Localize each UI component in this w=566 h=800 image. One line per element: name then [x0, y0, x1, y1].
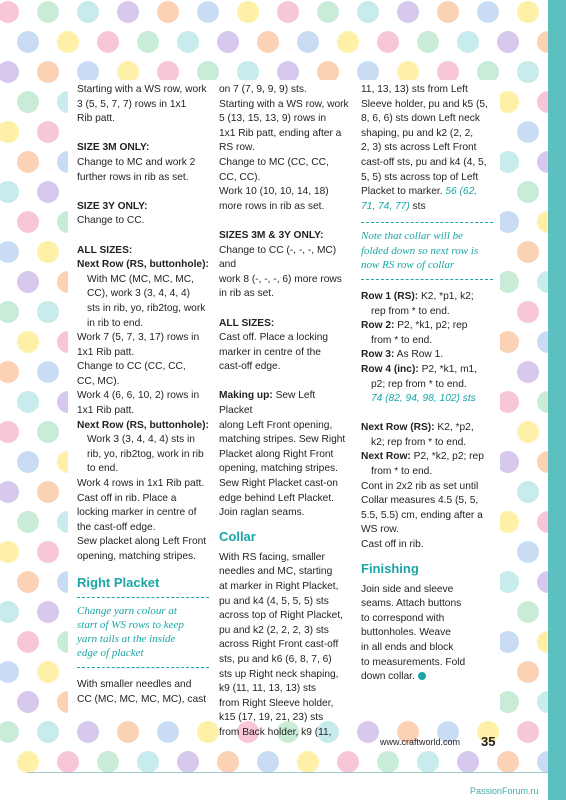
column-2 [219, 83, 351, 741]
polka-dot [97, 751, 119, 773]
inline-text: Placket to marker. [361, 186, 446, 198]
polka-dot [197, 721, 219, 743]
text-line: 2, 3) sts across Left Front [361, 142, 477, 154]
footer-website: www.craftworld.com [380, 737, 461, 747]
note-box [77, 597, 209, 669]
polka-dot [497, 751, 519, 773]
polka-dot [497, 31, 519, 53]
polka-dot [517, 241, 539, 263]
section-heading-collar: Collar [219, 528, 256, 544]
text-line: rep from * to end. [371, 305, 450, 317]
polka-dot [17, 211, 39, 233]
polka-dot [177, 31, 199, 53]
polka-dot [37, 661, 59, 683]
polka-dot [497, 631, 519, 653]
inline-text: down collar. [361, 671, 415, 683]
section-heading-finishing: Finishing [361, 560, 419, 576]
text-line: matching stripes. Sew Right [219, 434, 346, 446]
text-line: Change to MC and work 2 [77, 156, 196, 168]
polka-dot [17, 31, 39, 53]
text-line: CC, MC). [77, 375, 120, 387]
text-line: sts in rib, yo, rib2tog, work [87, 302, 206, 314]
text-line: from Right Sleeve holder, [219, 697, 334, 709]
inline-heading: Row 2: [361, 320, 395, 332]
polka-dot [297, 31, 319, 53]
polka-dot [497, 271, 519, 293]
text-line: With MC (MC, MC, MC, [87, 273, 194, 285]
polka-dot [0, 361, 19, 383]
polka-dot [37, 121, 59, 143]
polka-dot [0, 181, 19, 203]
text-line: marker in centre of the [219, 346, 321, 358]
polka-dot [217, 31, 239, 53]
polka-dot [497, 511, 519, 533]
text-line: k2; rep from * to end. [371, 436, 467, 448]
text-line [361, 290, 493, 305]
polka-dot [517, 721, 539, 743]
polka-dot [277, 1, 299, 23]
polka-dot [177, 751, 199, 773]
polka-dot [517, 661, 539, 683]
inline-text: sts [409, 200, 426, 212]
polka-dot [0, 721, 19, 743]
text-line: buttonholes. Weave [361, 627, 451, 639]
text-line: Change to CC. [77, 215, 145, 227]
text-line: With smaller needles and [77, 679, 192, 691]
polka-dot [37, 301, 59, 323]
text-line: Cast off in rib. [361, 539, 424, 551]
polka-dot [17, 451, 39, 473]
polka-dot [517, 601, 539, 623]
polka-dot [497, 451, 519, 473]
polka-dot [517, 61, 539, 83]
text-line: across Right Front cast-off [219, 639, 339, 651]
text-line: to correspond with [361, 612, 445, 624]
text-line: Work 7 (5, 7, 3, 17) rows in [77, 332, 200, 344]
polka-dot [0, 121, 19, 143]
polka-dot [57, 751, 79, 773]
polka-dot [57, 31, 79, 53]
polka-dot [337, 751, 359, 773]
subheading: ALL SIZES: [219, 317, 275, 329]
polka-dot [497, 571, 519, 593]
text-line [219, 389, 351, 418]
text-line: CC, CC). [219, 171, 261, 183]
text-line: 5.5, 5.5) cm, ending after a [361, 509, 483, 521]
inline-text: P2, *k1, m1, [418, 363, 478, 375]
text-line: 5, 5) sts across top of Left [361, 171, 479, 183]
polka-dot [0, 541, 19, 563]
text-line: in rib as set. [219, 288, 274, 300]
text-line: 8, 6, 6) sts down Left neck [361, 113, 480, 125]
inline-text: K2, *p2, [434, 422, 474, 434]
polka-dot [37, 721, 59, 743]
text-line: along Left Front opening, [219, 419, 333, 431]
text-line: rib, yo, rib2tog, work in rib [87, 448, 204, 460]
column-3 [361, 83, 493, 685]
text-line: CC), work 3 (3, 4, 4, 4) [87, 288, 191, 300]
polka-dot [317, 1, 339, 23]
polka-dot [377, 751, 399, 773]
inline-heading: Row 4 (inc): [361, 363, 419, 375]
polka-dot [0, 1, 19, 23]
polka-dot [197, 1, 219, 23]
note-line: Note that collar will be [361, 230, 464, 243]
polka-dot [37, 361, 59, 383]
text-line: Sew Right Placket cast-on [219, 478, 338, 490]
polka-dot [17, 271, 39, 293]
polka-dot [517, 481, 539, 503]
text-line: from Back holder, k9 (11, [219, 726, 332, 738]
text-line: CC (MC, MC, MC, MC), cast [77, 694, 207, 705]
text-line: cast-off edge. [219, 361, 281, 373]
polka-dot [37, 541, 59, 563]
polka-dot [157, 1, 179, 23]
polka-dot [497, 391, 519, 413]
polka-dot [0, 661, 19, 683]
text-line [361, 363, 493, 378]
text-line: 5 (13, 15, 13, 9) rows in [219, 113, 327, 125]
text-line: more rows in rib as set. [219, 200, 325, 212]
polka-dot [497, 151, 519, 173]
text-line: k15 (17, 19, 21, 23) sts [219, 712, 324, 724]
inline-heading: Next Row (RS): [361, 422, 435, 434]
text-line: Change to CC (CC, CC, [77, 361, 186, 373]
text-line: pu and k4 (4, 5, 5, 5) sts [219, 595, 329, 607]
inline-text: P2, *k1, p2; rep [394, 320, 468, 332]
text-line: Cast off. Place a locking [219, 332, 329, 344]
text-line: locking marker in centre of [77, 507, 197, 519]
polka-dot [417, 31, 439, 53]
text-line [361, 670, 493, 685]
note-line: folded down so next row is [361, 244, 479, 257]
text-line: Work 3 (3, 4, 4, 4) sts in [87, 434, 195, 446]
polka-dot [0, 481, 19, 503]
text-line: sts, pu and k6 (6, 8, 7, 6) [219, 653, 332, 665]
text-line [361, 200, 493, 215]
text-line: Join raglan seams. [219, 507, 305, 519]
text-line [361, 421, 493, 436]
polka-dot [517, 361, 539, 383]
polka-dot [0, 301, 19, 323]
polka-dot [37, 1, 59, 23]
note-line: yarn tails at the inside [77, 633, 176, 645]
right-edge-bar [548, 0, 566, 800]
text-line [361, 319, 493, 334]
polka-dot [37, 601, 59, 623]
polka-dot [77, 721, 99, 743]
polka-dot [17, 391, 39, 413]
text-line: work 8 (-, -, -, 6) more rows [219, 273, 342, 285]
stitch-count: 56 (62, [445, 186, 478, 198]
polka-dot [17, 571, 39, 593]
text-line: to measurements. Fold [361, 656, 466, 668]
text-line: opening, matching stripes. [219, 463, 338, 475]
polka-dot [37, 181, 59, 203]
polka-dot [37, 241, 59, 263]
polka-dot [0, 601, 19, 623]
text-line: Collar measures 4.5 (5, 5, [361, 495, 479, 507]
polka-dot [17, 331, 39, 353]
polka-dot [497, 331, 519, 353]
text-line: k9 (11, 11, 13, 13) sts [219, 683, 317, 695]
polka-dot [17, 91, 39, 113]
text-line: Sew placket along Left Front [77, 536, 207, 548]
subheading: SIZE 3M ONLY: [77, 142, 150, 154]
column-1 [77, 83, 209, 708]
text-line: Change to MC (CC, CC, [219, 156, 329, 168]
text-line: 1x1 Rib patt. [77, 346, 135, 358]
polka-dot [517, 301, 539, 323]
inline-text: As Row 1. [394, 349, 444, 361]
text-line: cast-off sts, pu and k4 (4, 5, [361, 156, 487, 168]
note-line: start of WS rows to keep [77, 618, 184, 631]
polka-dot [257, 31, 279, 53]
text-line: WS row. [361, 524, 399, 536]
subheading: SIZE 3Y ONLY: [77, 200, 148, 212]
polka-dot [217, 751, 239, 773]
polka-dot [97, 31, 119, 53]
text-line: Cast off in rib. Place a [77, 492, 177, 504]
polka-dot [37, 481, 59, 503]
page-number: 35 [481, 734, 496, 749]
polka-dot [17, 631, 39, 653]
note-line: now RS row of collar [361, 258, 455, 271]
text-line: Work 4 rows in 1x1 Rib patt. [77, 478, 205, 490]
text-line: from * to end. [371, 466, 433, 478]
polka-dot [337, 31, 359, 53]
polka-dot [137, 31, 159, 53]
row-heading: Next Row (RS, buttonhole): [77, 259, 209, 271]
polka-dot [37, 61, 59, 83]
end-mark-icon [418, 672, 426, 680]
text-line: in all ends and block [361, 642, 454, 654]
text-line: from * to end. [371, 334, 433, 346]
polka-dot [497, 211, 519, 233]
polka-dot [457, 751, 479, 773]
text-line: to end. [87, 463, 119, 475]
text-line: pu and k2 (2, 2, 2, 3) sts [219, 624, 329, 636]
polka-dot [497, 91, 519, 113]
text-line: on 7 (7, 9, 9, 9) sts. [219, 84, 307, 95]
polka-dot [377, 31, 399, 53]
text-line: needles and MC, starting [219, 566, 333, 578]
text-line: edge behind Left Placket. [219, 492, 334, 504]
polka-dot [457, 31, 479, 53]
text-line: 1x1 Rib patt, ending after a [219, 127, 342, 139]
text-line [361, 185, 493, 200]
polka-dot [37, 421, 59, 443]
text-line: 11, 13, 13) sts from Left [361, 84, 468, 95]
inline-text: P2, *k2, p2; rep [410, 451, 484, 463]
polka-dot [397, 1, 419, 23]
text-line: seams. Attach buttons [361, 598, 462, 610]
text-line: RS row. [219, 142, 255, 154]
polka-dot [357, 1, 379, 23]
stitch-count: 74 (82, 94, 98, 102) sts [371, 393, 476, 405]
text-line: opening, matching stripes. [77, 551, 196, 562]
text-line: shaping, pu and k2 (2, 2, [361, 127, 474, 139]
polka-dot [17, 751, 39, 773]
text-line: Rib patt. [77, 113, 115, 125]
polka-dot [17, 691, 39, 713]
inline-heading: Row 3: [361, 349, 395, 361]
text-line: Join side and sleeve [361, 583, 454, 595]
polka-dot [0, 241, 19, 263]
polka-dot [497, 691, 519, 713]
text-line: Starting with a WS row, work [77, 84, 207, 95]
subheading: SIZES 3M & 3Y ONLY: [219, 229, 324, 241]
text-line: With RS facing, smaller [219, 551, 325, 563]
row-heading: Next Row (RS, buttonhole): [77, 419, 209, 431]
text-line: Work 10 (10, 10, 14, 18) [219, 186, 329, 198]
subheading: ALL SIZES: [77, 244, 133, 256]
polka-dot [117, 721, 139, 743]
inline-heading: Row 1 (RS): [361, 290, 419, 302]
polka-dot [17, 151, 39, 173]
polka-dot [417, 751, 439, 773]
polka-dot [0, 421, 19, 443]
inline-heading: Making up: [219, 390, 273, 402]
polka-dot [157, 721, 179, 743]
polka-dot [77, 1, 99, 23]
polka-dot [357, 721, 379, 743]
polka-dot [437, 1, 459, 23]
text-line: Work 4 (6, 6, 10, 2) rows in [77, 390, 200, 402]
text-line [361, 348, 493, 363]
text-line: Starting with a WS row, work [219, 98, 349, 110]
text-line: p2; rep from * to end. [371, 378, 467, 390]
stitch-count: 71, 74, 77) [361, 200, 410, 212]
text-line: Placket along Right Front [219, 448, 334, 460]
inline-text: K2, *p1, k2; [418, 290, 474, 302]
note-line: Change yarn colour at [77, 604, 177, 617]
inline-heading: Next Row: [361, 451, 411, 463]
polka-dot [257, 751, 279, 773]
polka-dot [117, 1, 139, 23]
polka-dot [517, 181, 539, 203]
watermark: PassionForum.ru [470, 786, 539, 796]
polka-dot [477, 1, 499, 23]
text-line: Change to CC (-, -, -, MC) and [219, 244, 337, 271]
text-line: 1x1 Rib patt. [77, 405, 135, 417]
text-line: further rows in rib as set. [77, 171, 189, 183]
note-line: edge of placket [77, 647, 144, 660]
text-line: 3 (5, 5, 7, 7) rows in 1x1 [77, 98, 187, 110]
text-line: in rib to end. [87, 317, 144, 329]
polka-dot [237, 1, 259, 23]
polka-dot [517, 1, 539, 23]
polka-dot [517, 121, 539, 143]
inline-text: Sew Left Placket [219, 390, 316, 417]
polka-dot [137, 751, 159, 773]
text-line: across top of Right Placket, [219, 610, 344, 622]
text-line: the cast-off edge. [77, 521, 156, 533]
bottom-rule [27, 772, 548, 773]
polka-dot [17, 511, 39, 533]
polka-dot [297, 751, 319, 773]
text-line [361, 450, 493, 465]
text-line: Cont in 2x2 rib as set until [361, 480, 479, 492]
section-heading-right-placket: Right Placket [77, 574, 160, 590]
polka-dot [517, 421, 539, 443]
polka-dot [517, 541, 539, 563]
text-line: Sleeve holder, pu and k5 (5, [361, 98, 488, 110]
polka-dot [0, 61, 19, 83]
text-line: sts up Right neck shaping, [219, 668, 339, 680]
text-line: at marker in Right Placket, [219, 581, 339, 592]
note-box [361, 222, 493, 280]
